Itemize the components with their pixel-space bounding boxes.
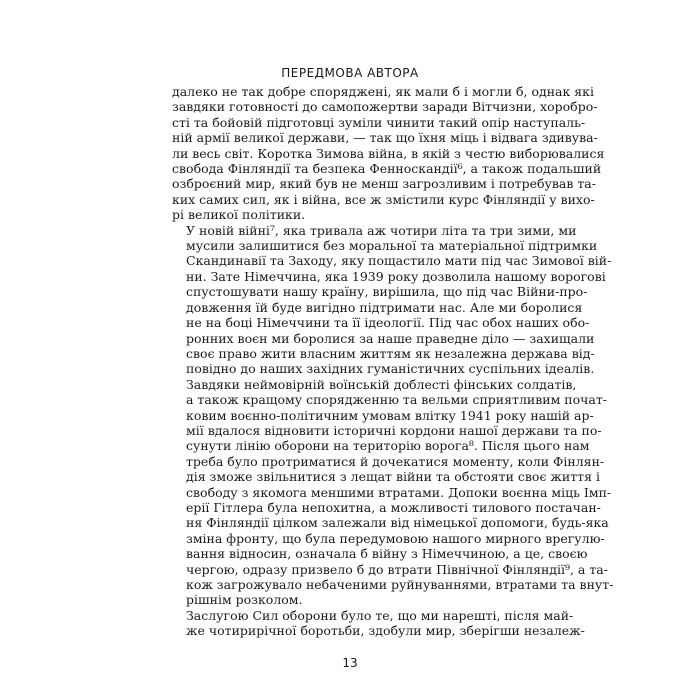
text-line: а також кращому спорядженню та вельми сприятливим почат- (186, 392, 607, 408)
text-line: Завдяки неймовірній воїнській доблесті фінських солдатів, (186, 376, 577, 392)
paragraph (172, 376, 614, 608)
text-line: завдяки готовності до самопожертви заради Вітчизни, хоробро- (172, 99, 598, 115)
text-line: довження їй буде вигідно підтримати нас. Але ми боролися (186, 299, 583, 315)
text-line: зміна фронту, що була передумовою нашого мирного врегулю- (186, 530, 605, 546)
text-line: вання відносин, означала б війну з Німеччиною, а це, своєю (186, 546, 588, 562)
text-line: треба було протриматися й дочекатися моменту, коли Фінлян- (186, 453, 605, 469)
text-line: ни. Зате Німеччина, яка 1939 року дозволила нашому ворогові (186, 268, 606, 284)
text-line: мусили залишитися без моральної та матеріальної підтримки (186, 238, 598, 254)
text-line: ких самих сил, як і війна, все ж змістили курс Фінляндії у вихо- (172, 191, 595, 207)
text-line: ній армії великої держави, — так що їхня міць і відвага здивува- (172, 130, 598, 146)
text-line: повідно до наших західних гуманістичних суспільних ідеалів. (186, 361, 595, 377)
text-line: рі великої політики. (172, 207, 306, 223)
running-head: ПЕРЕДМОВА АВТОРА (281, 66, 419, 80)
text-line: своє право жити власним життям як незалежна держава від- (186, 345, 595, 361)
text-line: Заслугою Сил оборони було те, що ми нарешті, після май- (186, 607, 574, 623)
paragraph (172, 222, 612, 377)
text-line: ронних воєн ми боролися за наше праведне діло — захищали (186, 330, 595, 346)
text-line: дія зможе звільнитися з лещат війни та обстояти своє життя і (186, 469, 600, 485)
text-line: рішнім розколом. (186, 592, 303, 608)
text-line: свобода Фінляндії та безпека Фенноскандії⁶, а також подальший (172, 161, 602, 177)
text-line: кож загрожувало небаченими руйнуваннями, втратами та внут- (186, 577, 614, 592)
page-number: 13 (342, 656, 358, 670)
text-line: далеко не так добре споряджені, як мали б і могли б, однак які (172, 84, 594, 99)
text-line: сунути лінію оборони на територію ворога⁸. Після цього нам (186, 438, 590, 454)
body-text (172, 84, 614, 639)
text-line: озброєний мир, який був не менш загрозливим і потребував та- (172, 176, 596, 192)
text-line: не на боці Німеччини та її ідеології. Під час обох наших обо- (186, 315, 590, 331)
text-line: чергою, одразу призвело б до втрати Північної Фінляндії⁹, а та- (186, 561, 608, 577)
text-line: ерії Гітлера була непохитна, а можливості тилового постачан- (186, 499, 601, 515)
text-line: Скандинавії та Заходу, яку пощастило мати під час Зимової вій- (186, 253, 612, 269)
text-line: мії вдалося відновити історичні кордони нашої держави та по- (186, 422, 602, 438)
paragraph (172, 607, 585, 639)
text-line: сті та бойовій підготовці зуміли чинити такий опір наступаль- (172, 114, 586, 130)
text-line: ли весь світ. Коротка Зимова війна, в якій з честю виборювалися (172, 145, 605, 161)
text-line: свободу з якомога меншими втратами. Допоки воєнна міць Імп- (186, 484, 612, 500)
text-line: спустошувати нашу країну, вирішила, що під час Війни-про- (186, 284, 588, 300)
text-line: ковим воєнно-політичним умовам влітку 1941 року нашій ар- (186, 407, 594, 423)
text-line: У новій війні⁷, яка тривала аж чотири літа та три зими, ми (186, 222, 577, 238)
paragraph (172, 84, 605, 223)
text-line: ня Фінляндії цілком залежали від німецької допомоги, будь-яка (186, 515, 609, 531)
text-line: же чотирирічної боротьби, здобули мир, зберігши незалеж- (186, 623, 585, 639)
